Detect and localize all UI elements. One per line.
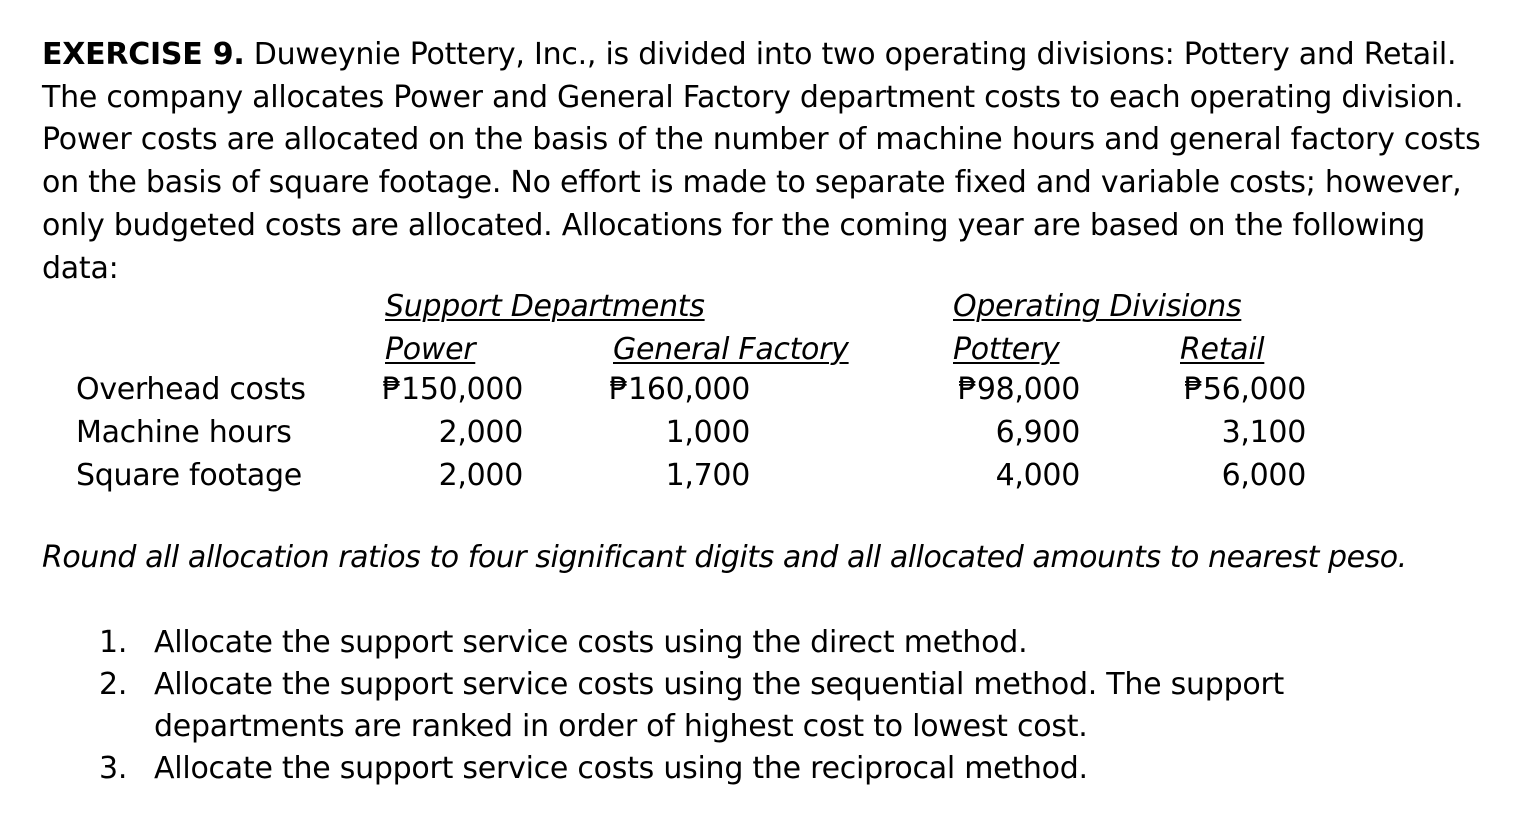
cell-general-factory-square-footage: 1,700 [665,458,750,493]
task-item [95,748,1415,790]
cell-power-overhead: ₱150,000 [382,372,523,407]
general-factory-column-header: General Factory [613,332,849,367]
rounding-note: Round all allocation ratios to four significant digits and all allocated amounts to nearest peso. [42,540,1407,575]
power-column-header: Power [385,332,476,367]
cell-pottery-square-footage: 4,000 [995,458,1080,493]
exercise-intro-text: Duweynie Pottery, Inc., is divided into two operating divisions: Pottery and Retail. The company allocates Power and General Factory department costs to each operating division. Power costs are allocated on the basis of the number of machine hours and general factory costs on the basis of square footage. No effort is made to separate fixed and variable costs; however, only budgeted costs are allocated. Allocations for the coming year are based on the following data: [42,37,1481,286]
pottery-column-header: Pottery [953,332,1060,367]
task-number: 3. [99,751,128,786]
cell-pottery-overhead: ₱98,000 [958,372,1080,407]
support-departments-header: Support Departments [385,289,705,324]
cell-power-square-footage: 2,000 [438,458,523,493]
cell-general-factory-machine-hours: 1,000 [665,415,750,450]
task-item [95,622,1415,664]
task-text: Allocate the support service costs using the sequential method. The support departments are ranked in order of highest cost to lowest cost. [154,667,1285,744]
cell-general-factory-overhead: ₱160,000 [609,372,750,407]
row-label-machine-hours: Machine hours [76,415,292,450]
task-item [95,664,1415,748]
task-text: Allocate the support service costs using the reciprocal method. [154,751,1088,786]
cell-retail-overhead: ₱56,000 [1184,372,1306,407]
operating-divisions-header: Operating Divisions [953,289,1242,324]
cell-retail-square-footage: 6,000 [1221,458,1306,493]
task-number: 2. [99,667,128,702]
cell-retail-machine-hours: 3,100 [1221,415,1306,450]
row-label-overhead-costs: Overhead costs [76,372,306,407]
row-label-square-footage: Square footage [76,458,302,493]
exercise-title: EXERCISE 9. [42,37,245,72]
task-list [95,622,1415,790]
task-number: 1. [99,625,128,660]
cell-power-machine-hours: 2,000 [438,415,523,450]
exercise-intro [42,34,1502,290]
cell-pottery-machine-hours: 6,900 [995,415,1080,450]
retail-column-header: Retail [1180,332,1265,367]
task-text: Allocate the support service costs using the direct method. [154,625,1028,660]
